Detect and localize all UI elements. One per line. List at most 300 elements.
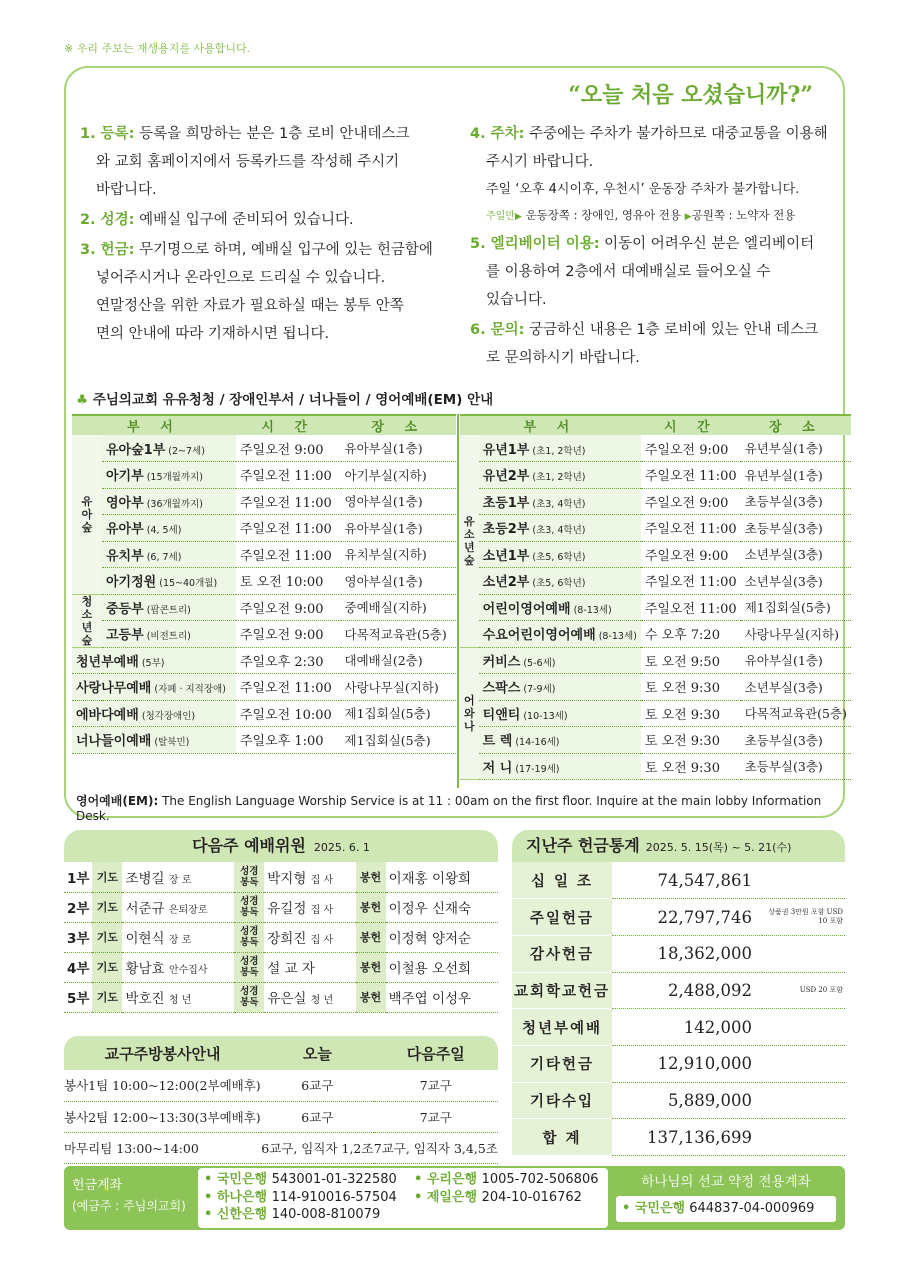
dept-time: 주일오전 11:00 xyxy=(236,541,341,568)
person-name: 황남효 xyxy=(125,961,169,977)
dept-row xyxy=(72,515,456,542)
dept-row xyxy=(460,462,851,489)
dept-group-label xyxy=(460,435,479,647)
service-row xyxy=(64,1101,498,1132)
dept-name-sub: (4, 5세) xyxy=(143,525,182,537)
dept-group-char: 어 xyxy=(464,693,475,707)
dept-group-label xyxy=(460,647,479,780)
info-line: 있습니다. xyxy=(486,292,547,308)
person-role: 청 년 xyxy=(310,995,334,1006)
dept-row xyxy=(460,435,851,462)
dept-row xyxy=(460,700,851,727)
dept-name-sub: (36개월까지) xyxy=(143,498,203,510)
service-team: 봉사2팀 12:00~13:30(3부예배후) xyxy=(64,1101,261,1132)
dept-name-text: 유년1부 xyxy=(482,442,530,458)
dept-place: 다목적교육관(5층) xyxy=(341,621,456,648)
dept-time: 토 오전 9:30 xyxy=(641,753,741,780)
dept-name xyxy=(102,541,236,568)
dept-group-label xyxy=(72,435,102,594)
info-registration xyxy=(80,120,446,204)
person-name: 조병길 xyxy=(125,870,169,887)
dept-time: 주일오전 9:00 xyxy=(641,541,741,568)
dept-name xyxy=(479,700,641,727)
dept-row xyxy=(72,541,456,568)
dept-name xyxy=(72,727,236,754)
person-role: 청 년 xyxy=(168,995,192,1006)
offertory-names: 백주엽 이성우 xyxy=(386,982,498,1012)
dept-name-sub: (팝콘트리) xyxy=(143,604,191,616)
dept-time: 주일오전 11:00 xyxy=(641,462,741,489)
dept-place: 초등부실(3층) xyxy=(741,515,851,542)
dept-place: 소년부실(3층) xyxy=(741,568,851,595)
scripture-label xyxy=(234,982,264,1012)
dept-name-text: 티앤티 xyxy=(482,707,521,723)
person-name: 이현식 xyxy=(125,931,169,947)
dept-place: 제1집회실(5층) xyxy=(341,727,456,754)
dept-name-sub: (15개월까지) xyxy=(143,472,203,484)
dept-place: 소년부실(3층) xyxy=(741,674,851,701)
dept-name xyxy=(479,462,641,489)
info-bible xyxy=(80,206,446,234)
scripture-label-line: 성경 xyxy=(240,926,259,937)
worship-title: 다음주 예배위원 xyxy=(192,836,306,855)
mission-bank: • 국민은행 xyxy=(622,1201,686,1216)
bank-row xyxy=(204,1206,614,1224)
dept-group-char: 숲 xyxy=(464,553,475,567)
bank-name: • 하나은행 xyxy=(204,1189,272,1205)
offering-row xyxy=(512,1009,845,1046)
bank-name: • 제일은행 xyxy=(414,1189,482,1205)
dept-time: 주일오전 11:00 xyxy=(641,594,741,621)
dept-time: 수 오후 7:20 xyxy=(641,621,741,648)
info-column-left xyxy=(80,120,446,350)
dept-place: 초등부실(3층) xyxy=(741,488,851,515)
info-line: 연말정산을 위한 자료가 필요하실 때는 봉투 안쪽 xyxy=(96,298,404,314)
dept-name xyxy=(102,568,236,595)
dept-place: 제1집회실(5층) xyxy=(741,594,851,621)
dept-place: 사랑나무실(지하) xyxy=(341,674,456,701)
dept-name-text: 아기부 xyxy=(106,469,144,485)
dept-row xyxy=(460,621,851,648)
dept-time: 주일오후 1:00 xyxy=(236,727,341,754)
offertory-label: 봉헌 xyxy=(356,892,386,922)
offering-note: 상품권 3만원 포함 USD 10 포함 xyxy=(762,899,845,936)
dept-name-sub: (5부) xyxy=(138,657,165,669)
worship-service-no: 1부 xyxy=(64,862,92,892)
person-role: 집 사 xyxy=(310,874,334,886)
scripture-label-line: 봉독 xyxy=(240,907,259,918)
dept-name-text: 소년1부 xyxy=(482,548,530,564)
dept-name xyxy=(102,621,236,648)
dept-name-sub: (초5, 6학년) xyxy=(529,578,586,590)
bank-account-no: 140-008-810079 xyxy=(271,1207,381,1222)
dept-time: 주일오후 2:30 xyxy=(236,647,341,674)
scripture-label-line: 봉독 xyxy=(240,937,259,948)
em-note-label: 영어예배(EM): xyxy=(76,794,159,808)
dept-row xyxy=(460,727,851,754)
bank-account xyxy=(204,1189,404,1207)
info-text: 예배실 입구에 준비되어 있습니다. xyxy=(139,212,354,228)
dept-name-text: 중등부 xyxy=(106,601,144,617)
offertory-names: 이정혁 양저순 xyxy=(386,922,498,952)
offering-category: 기타수입 xyxy=(512,1082,612,1119)
prayer-label: 기도 xyxy=(92,862,122,892)
dept-name-text: 고등부 xyxy=(106,628,144,644)
dept-name xyxy=(102,488,236,515)
dept-row xyxy=(72,488,456,515)
dept-name-sub: (8-13세) xyxy=(570,604,612,616)
dept-place: 유치부실(지하) xyxy=(341,541,456,568)
parking-tag: 주일만 xyxy=(486,211,515,222)
dept-place: 유년부실(1층) xyxy=(741,462,851,489)
offertory-names: 이정우 신재숙 xyxy=(386,892,498,922)
dept-name-sub: (15~40개월) xyxy=(156,578,218,590)
bank-account-no: 543001-01-322580 xyxy=(271,1172,397,1187)
bank-account-no: 204-10-016762 xyxy=(481,1189,582,1205)
dept-name xyxy=(479,541,641,568)
kitchen-service-panel xyxy=(64,1036,498,1164)
dept-place: 유아부실(1층) xyxy=(341,435,456,462)
info-column-right xyxy=(470,120,836,374)
dept-time: 토 오전 10:00 xyxy=(236,568,341,595)
offering-note xyxy=(762,935,845,972)
dept-name-text: 소년2부 xyxy=(482,575,530,591)
service-next: 7교구 xyxy=(374,1101,498,1132)
recycled-paper-note: ※ 우리 주보는 재생용지를 사용합니다. xyxy=(64,42,251,55)
person-name: 장희진 xyxy=(267,931,311,947)
info-text: 주중에는 주차가 불가하므로 대중교통을 이용해 xyxy=(529,126,828,142)
dept-name-sub: (2~7세) xyxy=(165,445,205,457)
offering-category: 청년부예배 xyxy=(512,1009,612,1046)
service-today: 6교구 xyxy=(261,1101,373,1132)
dept-name-text: 어린이영어예배 xyxy=(482,601,571,617)
bank-account xyxy=(204,1171,404,1189)
dept-time: 토 오전 9:30 xyxy=(641,700,741,727)
dept-row xyxy=(72,700,456,727)
dept-place: 다목적교육관(5층) xyxy=(741,700,851,727)
offertory-names: 이철용 오선희 xyxy=(386,952,498,982)
dept-group-char: 아 xyxy=(81,507,93,521)
offering-amount: 137,136,699 xyxy=(612,1119,762,1156)
offering-amount: 5,889,000 xyxy=(612,1082,762,1119)
bank-accounts-box xyxy=(198,1168,608,1228)
scripture-label xyxy=(234,922,264,952)
dept-row xyxy=(460,568,851,595)
arrow-right-icon: ▶ xyxy=(514,212,522,222)
worship-row xyxy=(64,922,498,952)
info-inquiry xyxy=(470,316,836,372)
dept-place: 대예배실(2층) xyxy=(341,647,456,674)
service-today: 6교구 xyxy=(261,1070,373,1101)
info-head: 5. 엘리베이터 이용: xyxy=(470,236,600,252)
service-team: 마무리팀 13:00~14:00 xyxy=(64,1132,261,1163)
person-name: 서준규 xyxy=(125,901,169,917)
service-header-team: 교구주방봉사안내 xyxy=(64,1036,261,1070)
info-head: 4. 주차: xyxy=(470,126,525,142)
dept-name-text: 너나들이예배 xyxy=(76,734,152,750)
dept-group-char: 유 xyxy=(464,514,475,528)
dept-name xyxy=(479,488,641,515)
info-offering xyxy=(80,236,446,348)
person-name: 유은실 xyxy=(267,991,311,1007)
prayer-label: 기도 xyxy=(92,892,122,922)
offering-row xyxy=(512,1045,845,1082)
scripture-name xyxy=(264,892,355,922)
scripture-label xyxy=(234,862,264,892)
dept-place: 소년부실(3층) xyxy=(741,541,851,568)
arrow-right-icon: ▶ xyxy=(684,212,692,222)
worship-committee-panel xyxy=(64,830,498,1013)
bank-account-no: 1005-702-506806 xyxy=(481,1172,599,1187)
offering-category: 십 일 조 xyxy=(512,862,612,899)
dept-row xyxy=(72,594,456,621)
person-role: 장 로 xyxy=(168,874,192,886)
mission-bank-name: 국민은행 xyxy=(634,1201,686,1216)
offering-note xyxy=(762,862,845,899)
dept-place: 중예배실(지하) xyxy=(341,594,456,621)
dept-time: 토 오전 9:30 xyxy=(641,727,741,754)
club-icon: ♣ xyxy=(76,392,89,408)
dept-time: 주일오전 11:00 xyxy=(236,515,341,542)
dept-group-label xyxy=(72,594,102,647)
service-row xyxy=(64,1070,498,1101)
worship-service-no: 4부 xyxy=(64,952,92,982)
prayer-name xyxy=(122,952,234,982)
worship-service-no: 5부 xyxy=(64,982,92,1012)
dept-name-text: 영아부 xyxy=(106,495,144,511)
parking-note-b: 공원쪽 : 노약자 전용 xyxy=(691,208,796,222)
dept-place: 제1집회실(5층) xyxy=(341,700,456,727)
info-parking xyxy=(470,120,836,228)
scripture-name xyxy=(264,952,355,982)
prayer-label: 기도 xyxy=(92,982,122,1012)
dept-name xyxy=(479,435,641,462)
dept-time: 주일오전 11:00 xyxy=(236,488,341,515)
dept-name xyxy=(72,674,236,701)
offering-category: 합 계 xyxy=(512,1119,612,1156)
dept-name-text: 유아숲1부 xyxy=(106,442,166,458)
offering-category: 주일헌금 xyxy=(512,899,612,936)
dept-name-sub: (초5, 6학년) xyxy=(529,551,586,563)
dept-time: 주일오전 9:00 xyxy=(641,488,741,515)
prayer-label: 기도 xyxy=(92,952,122,982)
service-header-today: 오늘 xyxy=(261,1036,373,1070)
bank-row xyxy=(204,1189,614,1207)
offering-note xyxy=(762,1045,845,1082)
bank-title-block xyxy=(72,1176,186,1216)
dept-name-text: 저 니 xyxy=(482,760,513,776)
offering-category: 기타헌금 xyxy=(512,1045,612,1082)
dept-group-char: 숲 xyxy=(81,633,93,647)
info-head: 1. 등록: xyxy=(80,126,135,142)
offering-stats-panel xyxy=(512,830,845,1156)
worship-service-no: 2부 xyxy=(64,892,92,922)
dept-place: 유아부실(1층) xyxy=(741,647,851,674)
dept-name-text: 유아부 xyxy=(106,522,144,538)
dept-row xyxy=(72,647,456,674)
dept-name-sub: (자폐 · 지적장애) xyxy=(151,684,226,696)
info-line: 넣어주시거나 온라인으로 드리실 수 있습니다. xyxy=(96,270,386,286)
scripture-label-line: 성경 xyxy=(240,865,259,877)
dept-name-sub: (14-16세) xyxy=(512,737,560,749)
person-role: 집 사 xyxy=(310,935,334,946)
dept-name-text: 초등2부 xyxy=(482,522,530,538)
prayer-name xyxy=(122,922,234,952)
bank-account-no: 114-910016-57504 xyxy=(271,1189,397,1205)
mission-title: 하나님의 선교 약정 전용계좌 xyxy=(641,1174,811,1190)
info-line: 와 교회 홈페이지에서 등록카드를 작성해 주시기 xyxy=(96,154,400,170)
dept-table-right xyxy=(460,414,851,780)
dept-name-text: 커비스 xyxy=(482,654,521,670)
mission-account-no: 644837-04-000969 xyxy=(689,1201,815,1216)
dept-row xyxy=(72,568,456,595)
col-header-place: 장 소 xyxy=(341,415,456,435)
service-next: 7교구 xyxy=(374,1070,498,1101)
parking-note xyxy=(470,204,836,228)
offering-note: USD 20 포함 xyxy=(762,972,845,1009)
dept-name xyxy=(102,435,236,462)
dept-row xyxy=(72,727,456,754)
dept-row xyxy=(72,435,456,462)
info-text: 등록을 희망하는 분은 1층 로비 안내데스크 xyxy=(139,126,410,142)
em-note-text: The English Language Worship Service is at 11 : 00am on the first floor. Inquire at the main lobby Information Desk. xyxy=(76,794,822,823)
person-name: 박지형 xyxy=(267,870,311,887)
dept-name-text: 유년2부 xyxy=(482,469,530,485)
dept-name-sub: (초3, 4학년) xyxy=(529,525,586,537)
dept-name-sub: (7-9세) xyxy=(520,684,556,696)
offering-row xyxy=(512,899,845,936)
dept-group-char: 유 xyxy=(81,494,93,508)
offertory-label: 봉헌 xyxy=(356,922,386,952)
prayer-name xyxy=(122,892,234,922)
worship-committee-header xyxy=(64,830,498,862)
table-divider xyxy=(457,414,459,788)
dept-name xyxy=(102,462,236,489)
dept-group-char: 청 xyxy=(81,594,93,608)
dept-name-sub: (6, 7세) xyxy=(143,551,182,563)
info-line: 면의 안내에 따라 기재하시면 됩니다. xyxy=(96,326,330,342)
offertory-label: 봉헌 xyxy=(356,862,386,892)
dept-name-text: 트 렉 xyxy=(482,734,513,750)
info-elevator xyxy=(470,230,836,314)
bank-name: • 우리은행 xyxy=(414,1172,482,1187)
offering-row xyxy=(512,862,845,899)
service-header-next: 다음주일 xyxy=(374,1036,498,1070)
dept-name xyxy=(479,515,641,542)
worship-date: 2025. 6. 1 xyxy=(313,841,370,854)
info-text: 이동이 어려우신 분은 엘리베이터 xyxy=(604,236,815,252)
scripture-label-line: 성경 xyxy=(240,956,259,967)
welcome-section xyxy=(64,66,847,823)
person-name: 박호진 xyxy=(125,991,169,1007)
info-line: 주일 ‘오후 4시이후, 우천시’ 운동장 주차가 불가합니다. xyxy=(486,182,800,197)
dept-row xyxy=(72,674,456,701)
info-head: 2. 성경: xyxy=(80,212,135,228)
dept-time: 주일오전 11:00 xyxy=(641,568,741,595)
bank-accounts-list xyxy=(204,1171,614,1227)
offering-note xyxy=(762,1009,845,1046)
scripture-name xyxy=(264,922,355,952)
bank-title: 헌금계좌 xyxy=(72,1178,123,1193)
dept-name-text: 사랑나무예배 xyxy=(76,681,152,697)
offering-amount: 142,000 xyxy=(612,1009,762,1046)
worship-row xyxy=(64,952,498,982)
info-head: 3. 헌금: xyxy=(80,242,135,258)
dept-name-text: 유치부 xyxy=(106,548,144,564)
dept-name-sub: (초1, 2학년) xyxy=(529,472,586,484)
kitchen-service-table xyxy=(64,1036,498,1164)
scripture-label-line: 성경 xyxy=(240,986,259,997)
person-name: 설 교 자 xyxy=(267,961,315,977)
offering-period: 2025. 5. 15(목) ~ 5. 21(수) xyxy=(645,841,792,854)
dept-row xyxy=(460,488,851,515)
parking-note-a: 운동장쪽 : 장애인, 영유아 전용 xyxy=(525,208,682,222)
dept-name-text: 아기정원 xyxy=(106,575,157,591)
dept-name-text: 스팍스 xyxy=(482,681,521,697)
dept-name-text: 에바다예배 xyxy=(76,707,139,723)
dept-time: 주일오전 9:00 xyxy=(236,435,341,462)
welcome-title: “오늘 처음 오셨습니까?” xyxy=(568,82,813,108)
offering-category: 교회학교헌금 xyxy=(512,972,612,1009)
service-today: 6교구, 임직자 1,2조 xyxy=(261,1132,373,1163)
dept-row xyxy=(72,462,456,489)
dept-group-char: 소 xyxy=(464,527,475,541)
offering-row xyxy=(512,1082,845,1119)
dept-group-char: 숲 xyxy=(81,520,93,534)
offering-amount: 74,547,861 xyxy=(612,862,762,899)
offering-amount: 22,797,746 xyxy=(612,899,762,936)
dept-place: 유년부실(1층) xyxy=(741,435,851,462)
dept-name xyxy=(479,727,641,754)
col-header-dept: 부 서 xyxy=(460,415,641,435)
dept-time: 주일오전 10:00 xyxy=(236,700,341,727)
dept-name-sub: (17-19세) xyxy=(512,763,560,775)
dept-name-text: 초등1부 xyxy=(482,495,530,511)
offering-row xyxy=(512,1119,845,1156)
dept-table-left xyxy=(72,414,456,754)
dept-row xyxy=(460,541,851,568)
offering-amount: 18,362,000 xyxy=(612,935,762,972)
col-header-time: 시 간 xyxy=(236,415,341,435)
dept-group-char: 소 xyxy=(81,607,93,621)
dept-group-char: 와 xyxy=(464,706,475,720)
dept-section-title-text: 주님의교회 유유청청 / 장애인부서 / 너나들이 / 영어예배(EM) 안내 xyxy=(92,392,494,408)
dept-name xyxy=(479,568,641,595)
worship-row xyxy=(64,892,498,922)
dept-place: 초등부실(3층) xyxy=(741,753,851,780)
scripture-name xyxy=(264,982,355,1012)
person-role: 집 사 xyxy=(310,905,334,916)
dept-time: 주일오전 9:00 xyxy=(641,435,741,462)
person-role: 은퇴장로 xyxy=(168,905,208,916)
info-line: 바랍니다. xyxy=(96,182,157,198)
dept-name xyxy=(102,594,236,621)
offering-row xyxy=(512,972,845,1009)
dept-place: 초등부실(3층) xyxy=(741,727,851,754)
worship-committee-table xyxy=(64,862,498,1013)
dept-section-title xyxy=(76,388,493,408)
em-note xyxy=(76,792,843,823)
offering-note xyxy=(762,1082,845,1119)
dept-row xyxy=(72,621,456,648)
dept-name xyxy=(479,647,641,674)
info-line: 주시기 바랍니다. xyxy=(486,154,594,170)
bank-row xyxy=(204,1171,614,1189)
dept-row xyxy=(460,674,851,701)
offertory-label: 봉헌 xyxy=(356,982,386,1012)
dept-name-sub: (청각장애인) xyxy=(138,710,196,722)
offertory-label: 봉헌 xyxy=(356,952,386,982)
